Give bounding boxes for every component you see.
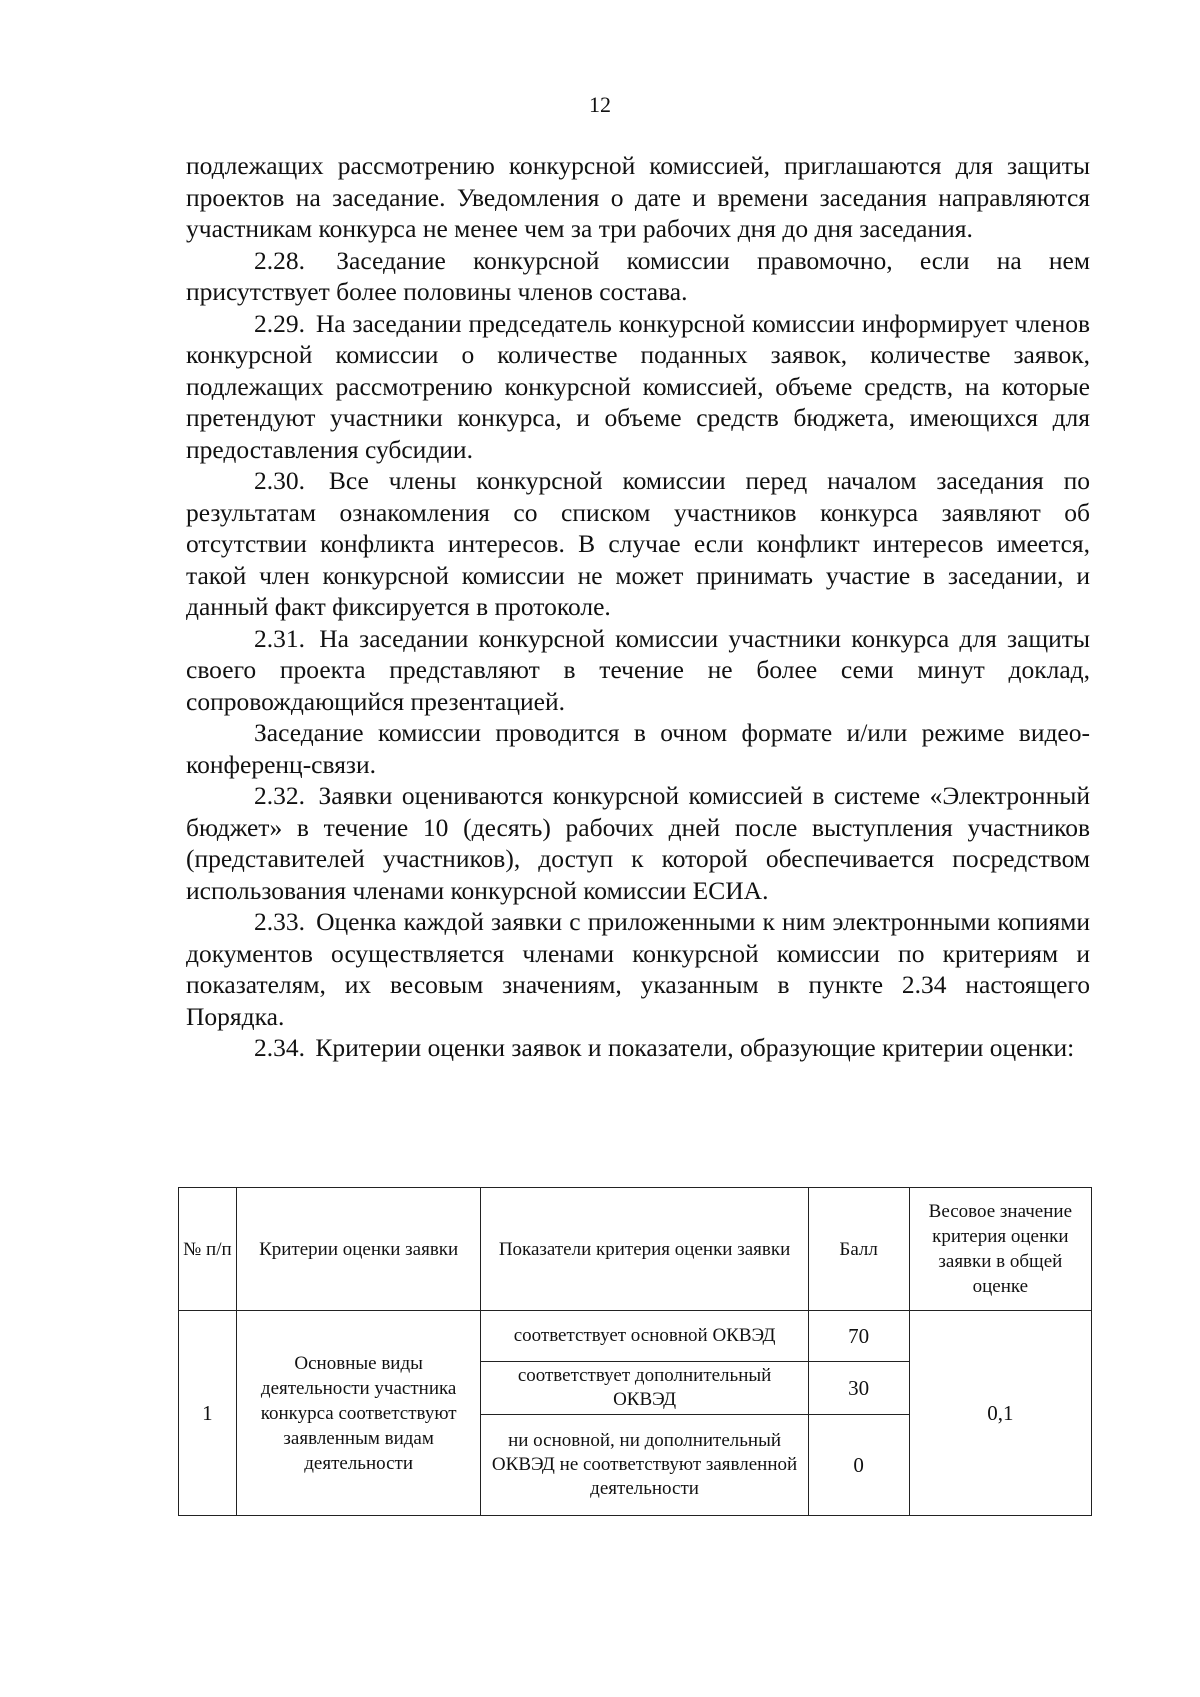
paragraph-continuation [186,150,1090,245]
paragraph-number: 2.30. [254,466,305,495]
table-header-row [179,1188,1092,1311]
paragraph-number: 2.34. [254,1033,305,1062]
paragraph-text: подлежащих рассмотрению конкурсной комиссией, приглашаются для защиты проектов на заседание. Уведомления о дате и времени заседания направляются участникам конкурса не менее чем за три рабочих дня до дня заседания. [186,151,1090,243]
table-row [179,1311,1092,1362]
score-cell: 0 [808,1415,909,1516]
paragraph-number: 2.28. [254,245,305,275]
paragraph-text: Заявки оцениваются конкурсной комиссией в системе «Электронный бюджет» в течение 10 (десять) рабочих дней после выступления участников (представителей участников), доступ к которой обеспечивается посредством использования членами конкурсной комиссии ЕСИА. [186,781,1090,905]
paragraph-number: 2.31. [254,623,305,653]
row-weight: 0,1 [909,1311,1091,1516]
score-cell: 70 [808,1311,909,1362]
page-number: 12 [589,92,611,117]
row-number: 1 [179,1311,237,1516]
header-score: Балл [808,1188,909,1311]
row-criterion: Основные виды деятельности участника конкурса соответствуют заявленным видам деятельности [236,1311,481,1516]
paragraph-number: 2.33. [254,907,305,936]
paragraph-2-32 [186,780,1090,906]
indicator-cell: ни основной, ни дополнительный ОКВЭД не соответствуют заявленной деятельности [481,1415,808,1516]
paragraph-2-28 [186,245,1090,308]
criteria-table [178,1187,1092,1516]
paragraph-text: На заседании председатель конкурсной комиссии информирует членов конкурсной комиссии о количестве поданных заявок, количестве заявок, подлежащих рассмотрению конкурсной комиссией, объеме средств, на которые претендуют участники конкурса, и объеме средств бюджета, имеющихся для предоставления субсидии. [186,308,1091,464]
paragraph-number: 2.32. [254,781,305,810]
paragraph-videoconference [186,717,1090,780]
score-cell: 30 [808,1362,909,1415]
paragraph-2-34 [186,1032,1090,1064]
header-num: № п/п [179,1188,237,1311]
paragraph-text: Критерии оценки заявок и показатели, образующие критерии оценки: [315,1033,1075,1062]
document-body [186,150,1090,1064]
indicator-cell: соответствует дополнительный ОКВЭД [481,1362,808,1415]
paragraph-2-29 [186,308,1090,466]
header-indicator: Показатели критерия оценки заявки [481,1188,808,1311]
paragraph-2-31 [186,623,1090,718]
header-criterion: Критерии оценки заявки [236,1188,481,1311]
paragraph-text: Все члены конкурсной комиссии перед началом заседания по результатам ознакомления со списком участников конкурса заявляют об отсутствии конфликта интересов. В случае если конфликт интересов имеется, такой член конкурсной комиссии не может принимать участие в заседании, и данный факт фиксируется в протоколе. [186,466,1090,621]
header-weight: Весовое значение критерия оценки заявки в общей оценке [909,1188,1091,1311]
paragraph-text: На заседании конкурсной комиссии участники конкурса для защиты своего проекта представляют в течение не более семи минут доклад, сопровождающийся презентацией. [186,623,1091,716]
indicator-cell: соответствует основной ОКВЭД [481,1311,808,1362]
paragraph-2-30 [186,465,1090,623]
paragraph-number: 2.29. [254,308,305,338]
paragraph-text: Заседание конкурсной комиссии правомочно, если на нем присутствует более половины членов состава. [186,245,1091,306]
paragraph-2-33 [186,906,1090,1032]
paragraph-text: Оценка каждой заявки с приложенными к ним электронными копиями документов осуществляется членами конкурсной комиссии по критериям и показателям, их весовым значениям, указанным в пункте 2.34 настоящего Порядка. [186,907,1091,1031]
paragraph-text: Заседание комиссии проводится в очном формате и/или режиме видео-конференц-связи. [186,718,1090,779]
